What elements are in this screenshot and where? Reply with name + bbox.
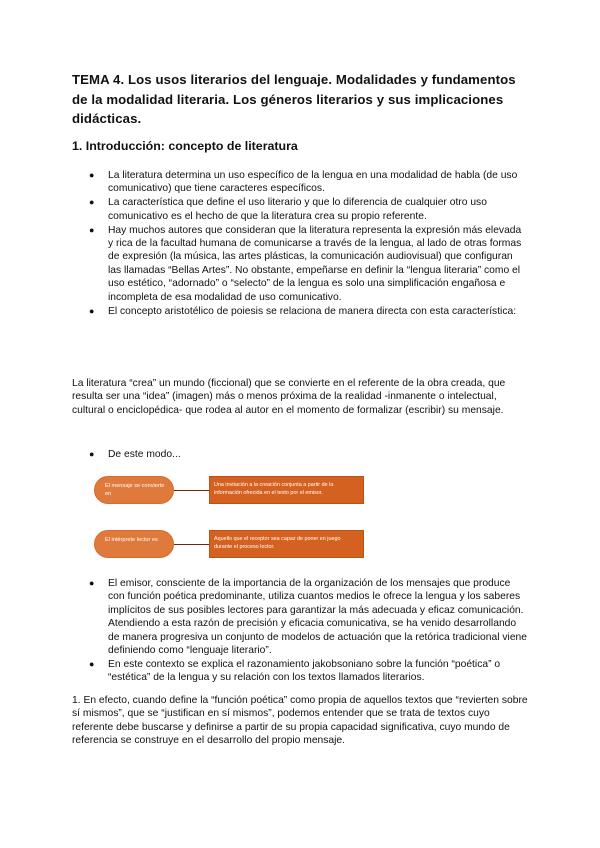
diagram-connector bbox=[174, 490, 209, 491]
diagram-box-reader: El intérprete lector es bbox=[94, 530, 174, 558]
list-item-text: Hay muchos autores que consideran que la literatura representa la expresión más elevada y rica de la facultad humana de comunicarse a través de la lengua, al lado de otras formas de expresión (la música, las artes plásticas, la comunicación audiovisual) que configuran las llamadas “Bellas Artes”. No obstante, empeñarse en definir la “lengua literaria” como el uso estético, “adornado” o “selecto” de la lengua es solo una simplificación engañosa e incompleta de esa modalidad de uso comunicativo. bbox=[108, 224, 522, 303]
list-item bbox=[72, 577, 528, 657]
document-title: TEMA 4. Los usos literarios del lenguaje. Modalidades y fundamentos de la modalidad literaria. Los géneros literarios y sus implicaciones didácticas. bbox=[72, 72, 516, 126]
bullet-icon: ● bbox=[89, 449, 95, 459]
paragraph-poetic-function: 1. En efecto, cuando define la “función poética” como propia de aquellos textos que “revierten sobre sí mismos”, que se “justifican en sí mismos”, podemos entender que se trata de textos cuyo referente debe buscarse y definirse a partir de su propia capacidad significativa, cuyo mundo de referencia se construye en el desarrollo del propio mensaje. bbox=[72, 695, 528, 747]
list-item-text: La literatura determina un uso específico de la lengua en una modalidad de habla (de uso comunicativo) que tiene caracteres específicos. bbox=[108, 170, 518, 195]
diagram-connector bbox=[174, 544, 209, 545]
list-item bbox=[72, 305, 528, 318]
paragraph-literature-creates: La literatura “crea” un mundo (ficcional) que se convierte en el referente de la obra creada, que resulta ser una “idea” (imagen) más o menos próxima de la realidad -inmanente o intelectual, cultural o enciclopédica- que rodea al autor en el momento de formalizar (escribir) su mensaje. bbox=[72, 378, 506, 416]
diagram-box-invitation: Una invitación a la creación conjunta a partir de la información ofrecida en el texto por el emisor. bbox=[209, 476, 364, 504]
bullet-icon: ● bbox=[89, 170, 95, 180]
list-item bbox=[72, 196, 528, 223]
bullet-list-intro bbox=[72, 169, 528, 318]
bullet-icon: ● bbox=[89, 224, 95, 235]
section-heading: 1. Introducción: concepto de literatura bbox=[72, 139, 298, 153]
bullet-icon: ● bbox=[89, 658, 95, 669]
list-item-text: El concepto aristotélico de poiesis se relaciona de manera directa con esta característica: bbox=[108, 305, 517, 317]
list-item bbox=[72, 169, 528, 196]
list-item-text: De este modo... bbox=[108, 449, 181, 460]
bullet-icon: ● bbox=[89, 197, 95, 208]
list-item bbox=[72, 224, 528, 304]
bullet-list-emitter bbox=[72, 577, 528, 685]
list-item-text: En este contexto se explica el razonamiento jakobsoniano sobre la función “poética” o “estética” de la lengua y su relación con los textos llamados literarios. bbox=[108, 658, 501, 684]
bullet-list-transition bbox=[72, 448, 528, 461]
list-item-text: El emisor, consciente de la importancia de la organización de los mensajes que produce con función poética predominante, utiliza cuantos medios le ofrece la lengua y los saberes implícitos de sus posibles lectores para garantizar la más adecuada y eficaz comunicación. Atendiendo a esta razón de precisión y eficacia comunicativa, se ha venido desarrollando de manera progresiva un conjunto de modelos de actuación que la retórica tradicional viene definiendo como “lenguaje literario”. bbox=[108, 578, 527, 657]
bullet-icon: ● bbox=[89, 305, 95, 316]
list-item bbox=[72, 448, 528, 461]
list-item-text: La característica que define el uso literario y que lo diferencia de cualquier otro uso comunicativo es el hecho de que la literatura crea su propio referente. bbox=[108, 197, 487, 222]
communication-diagram bbox=[94, 476, 394, 576]
bullet-icon: ● bbox=[89, 578, 95, 588]
diagram-box-message: El mensaje se convierte en bbox=[94, 476, 174, 504]
diagram-box-receiver: Aquello que el receptor sea capaz de poner en juego durante el proceso lector. bbox=[209, 530, 364, 558]
list-item bbox=[72, 658, 528, 685]
